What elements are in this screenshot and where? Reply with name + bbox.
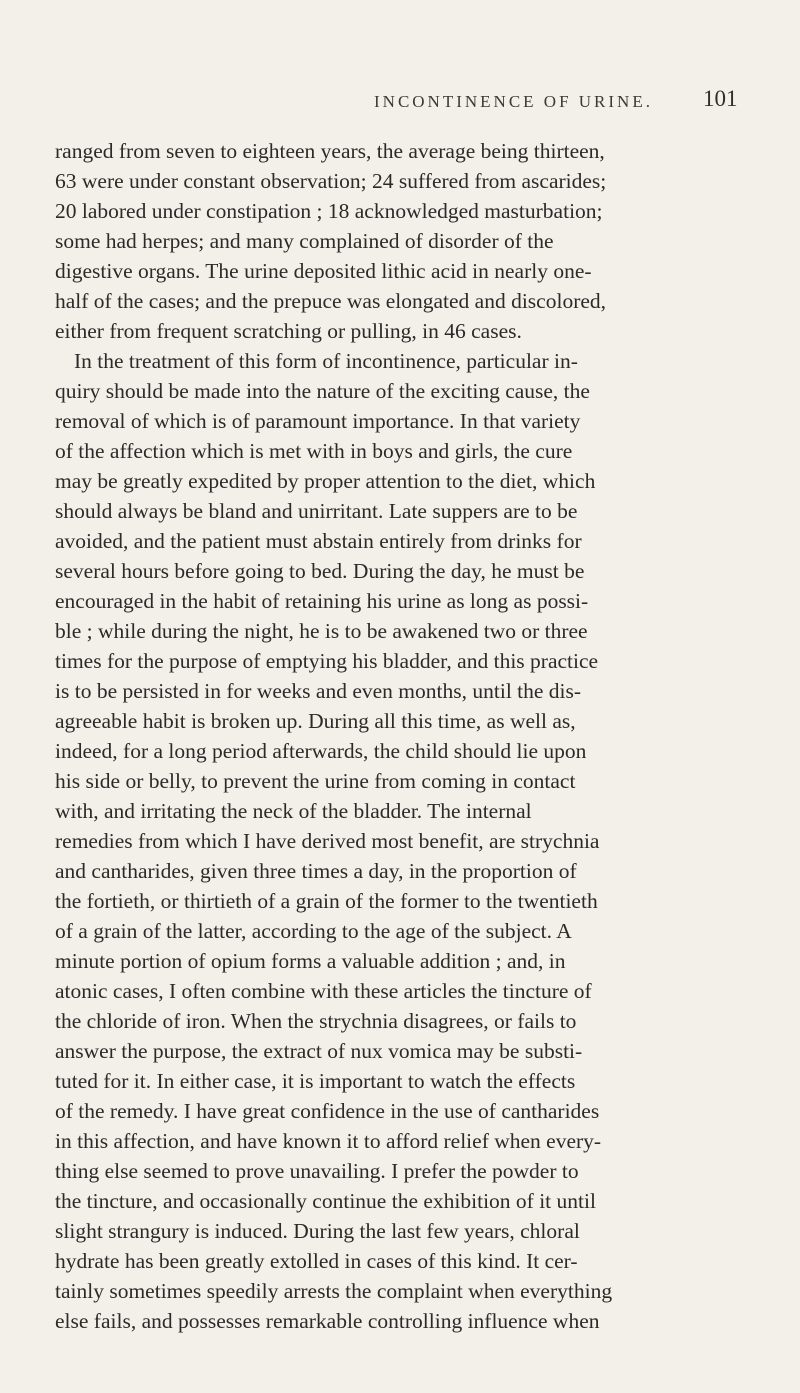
text-line: answer the purpose, the extract of nux vomica may be substi- bbox=[55, 1039, 583, 1063]
text-line: indeed, for a long period afterwards, the child should lie upon bbox=[55, 739, 587, 763]
text-line: agreeable habit is broken up. During all this time, as well as, bbox=[55, 709, 576, 733]
text-line: should always be bland and unirritant. Late suppers are to be bbox=[55, 499, 578, 523]
text-line: times for the purpose of emptying his bladder, and this practice bbox=[55, 649, 599, 673]
text-line: 20 labored under constipation ; 18 acknowledged masturbation; bbox=[55, 199, 603, 223]
text-line: thing else seemed to prove unavailing. I prefer the powder to bbox=[55, 1159, 579, 1183]
text-line: else fails, and possesses remarkable controlling influence when bbox=[55, 1309, 600, 1333]
text-line: tainly sometimes speedily arrests the complaint when everything bbox=[55, 1279, 613, 1303]
text-line: digestive organs. The urine deposited lithic acid in nearly one- bbox=[55, 259, 592, 283]
paragraph-start-line: In the treatment of this form of incontinence, particular in- bbox=[74, 349, 578, 373]
text-line: and cantharides, given three times a day, in the proportion of bbox=[55, 859, 577, 883]
text-line: is to be persisted in for weeks and even months, until the dis- bbox=[55, 679, 582, 703]
text-line: the fortieth, or thirtieth of a grain of the former to the twentieth bbox=[55, 889, 598, 913]
text-line: encouraged in the habit of retaining his urine as long as possi- bbox=[55, 589, 589, 613]
text-line: minute portion of opium forms a valuable addition ; and, in bbox=[55, 949, 566, 973]
text-line: the chloride of iron. When the strychnia disagrees, or fails to bbox=[55, 1009, 577, 1033]
text-line: the tincture, and occasionally continue the exhibition of it until bbox=[55, 1189, 596, 1213]
text-line: of the remedy. I have great confidence in the use of cantharides bbox=[55, 1099, 600, 1123]
text-line: his side or belly, to prevent the urine from coming in contact bbox=[55, 769, 576, 793]
text-line: of the affection which is met with in boys and girls, the cure bbox=[55, 439, 573, 463]
page-number: 101 bbox=[703, 86, 738, 111]
text-line: ranged from seven to eighteen years, the average being thirteen, bbox=[55, 139, 605, 163]
text-line: hydrate has been greatly extolled in cases of this kind. It cer- bbox=[55, 1249, 578, 1273]
text-line: may be greatly expedited by proper attention to the diet, which bbox=[55, 469, 596, 493]
text-line: quiry should be made into the nature of the exciting cause, the bbox=[55, 379, 590, 403]
text-line: half of the cases; and the prepuce was elongated and discolored, bbox=[55, 289, 607, 313]
text-line: slight strangury is induced. During the last few years, chloral bbox=[55, 1219, 580, 1243]
text-line: in this affection, and have known it to afford relief when every- bbox=[55, 1129, 602, 1153]
running-head: INCONTINENCE OF URINE. bbox=[374, 92, 653, 111]
text-line: some had herpes; and many complained of disorder of the bbox=[55, 229, 554, 253]
text-line: atonic cases, I often combine with these articles the tincture of bbox=[55, 979, 592, 1003]
text-line: either from frequent scratching or pulling, in 46 cases. bbox=[55, 319, 522, 343]
text-line: several hours before going to bed. During the day, he must be bbox=[55, 559, 585, 583]
text-line: with, and irritating the neck of the bladder. The internal bbox=[55, 799, 532, 823]
text-line: remedies from which I have derived most benefit, are strychnia bbox=[55, 829, 600, 853]
text-line: 63 were under constant observation; 24 suffered from ascarides; bbox=[55, 169, 607, 193]
text-line: of a grain of the latter, according to the age of the subject. A bbox=[55, 919, 572, 943]
text-line: ble ; while during the night, he is to be awakened two or three bbox=[55, 619, 588, 643]
text-line: avoided, and the patient must abstain entirely from drinks for bbox=[55, 529, 582, 553]
text-line: removal of which is of paramount importance. In that variety bbox=[55, 409, 581, 433]
text-line: tuted for it. In either case, it is important to watch the effects bbox=[55, 1069, 576, 1093]
